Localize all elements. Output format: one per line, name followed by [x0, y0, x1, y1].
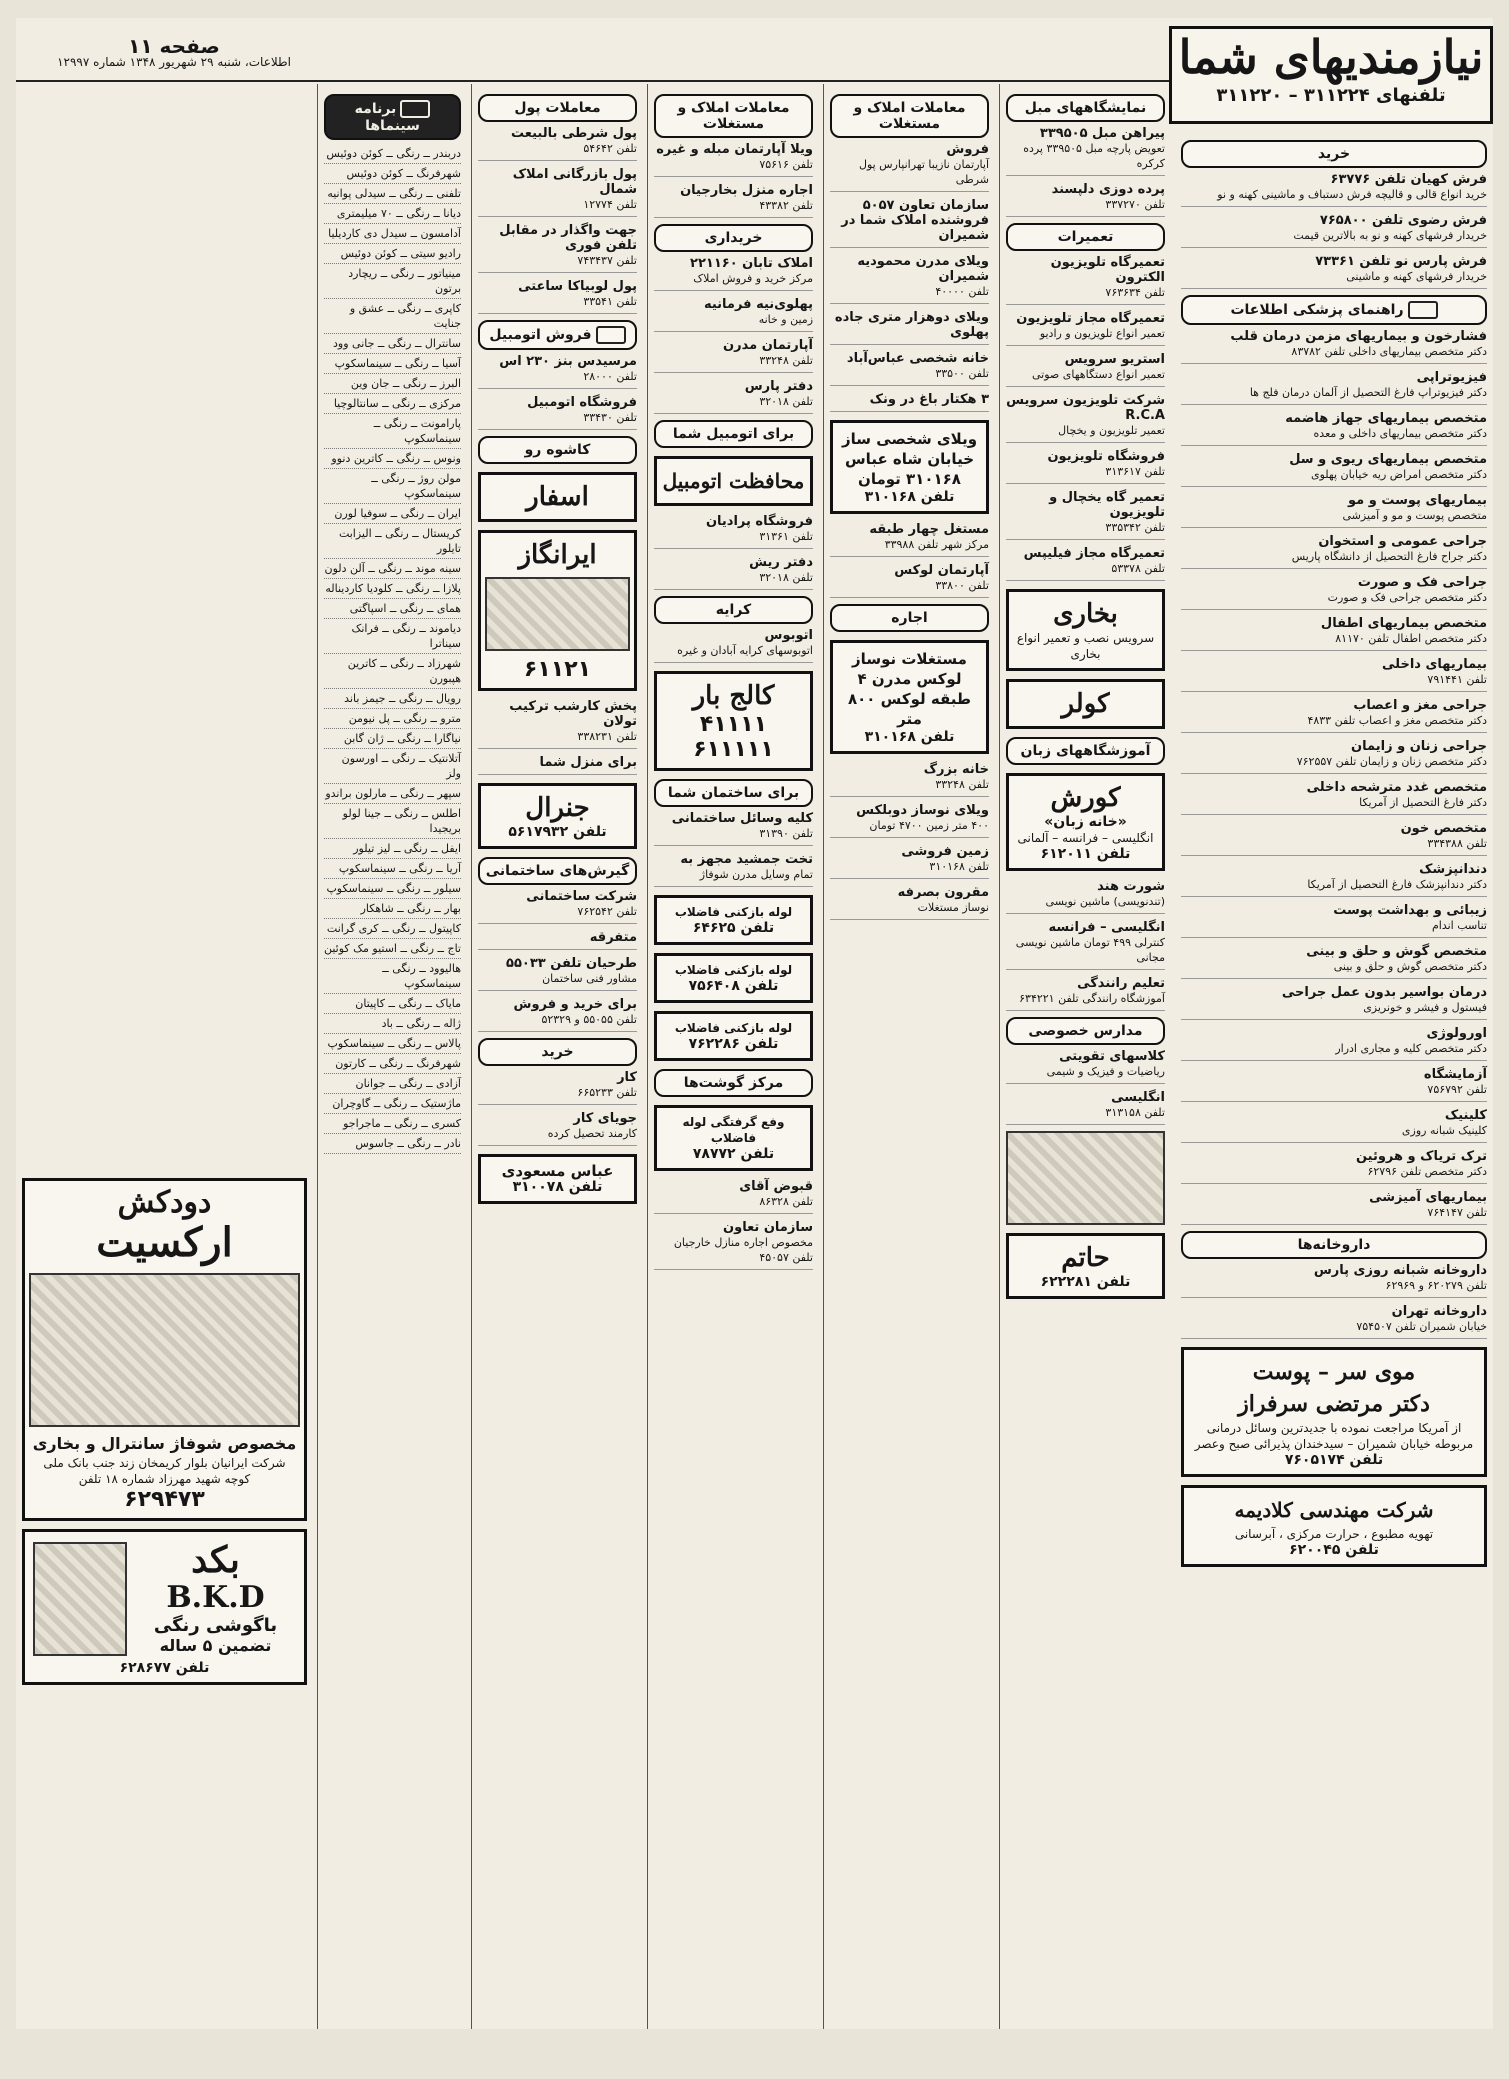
cinema-listing: شهرفرنگ ــ رنگی ــ کارتون — [324, 1054, 461, 1074]
section-header-construction: گیرش‌های ساختمانی — [478, 857, 637, 885]
ad-item: دفتر ریش تلفن ۳۲۰۱۸ — [654, 555, 813, 590]
college-bar-ad: کالج بار ۴۱۱۱۱ ۶۱۱۱۱۱ — [654, 671, 813, 771]
section-header-rental: کرایه — [654, 596, 813, 624]
ad-item: طرحیان تلفن ۵۵۰۳۳ مشاور فنی ساختمان — [478, 956, 637, 991]
cinema-listing: سینه موند ــ رنگی ــ آلن دلون — [324, 559, 461, 579]
section-header-private-schools: مدارس خصوصی — [1006, 1017, 1165, 1045]
section-header-language-schools: آموزشگاههای زبان — [1006, 737, 1165, 765]
ad-item — [1181, 213, 1487, 248]
section-header-building: برای ساختمان شما — [654, 779, 813, 807]
section-header-real-estate-2: معاملات املاک و مستغلات — [654, 94, 813, 138]
chimney-ad: دودکش ارکسیت مخصوص شوفاژ سانترال و بخاری شرکت ایرانیان بلوار کریمخان زند جنب بانک ملی کوچه شهید مهرزاد شماره ۱۸ تلفن ۶۲۹۴۷۳ — [22, 1178, 307, 1521]
ad-item: کلاسهای تقویتی ریاضیات و فیزیک و شیمی — [1006, 1049, 1165, 1084]
cinema-listing: مترو ــ رنگی ــ پل نیومن — [324, 709, 461, 729]
ad-item: سازمان تعاون ۵۰۵۷ فروشنده املاک شما در شمیران — [830, 198, 989, 248]
section-header-purchase: خریداری — [654, 224, 813, 252]
gas-mascot-illustration — [485, 577, 630, 651]
language-school-ad: کورش «خانه زبان» انگلیسی – فرانسه – آلمانی تلفن ۶۱۲۰۱۱ — [1006, 773, 1165, 871]
ad-item: پول بازرگانی املاک شمال تلفن ۱۲۷۷۴ — [478, 167, 637, 217]
ad-item: کلیه وسائل ساختمانی تلفن ۳۱۳۹۰ — [654, 811, 813, 846]
cinema-listing: آسیا ــ رنگی ــ سینماسکوپ — [324, 354, 461, 374]
ad-item: خانه شخصی عباس‌آباد تلفن ۳۳۵۰۰ — [830, 351, 989, 386]
cinema-listing: البرز ــ رنگی ــ جان وین — [324, 374, 461, 394]
ad-text: خریدار فرشهای کهنه و نو به بالاترین قیمت — [1293, 229, 1487, 242]
column-3 — [823, 84, 995, 2029]
ad-item: اورولوژی دکتر متخصص کلیه و مجاری ادرار — [1181, 1026, 1487, 1061]
date-line: اطلاعات، شنبه ۲۹ شهریور ۱۳۴۸ شماره ۱۲۹۹۷ — [57, 55, 291, 69]
ad-item: متفرقه — [478, 930, 637, 950]
section-header-money: معاملات پول — [478, 94, 637, 122]
cinema-listing: همای ــ رنگی ــ اسپاگتی — [324, 599, 461, 619]
cinema-listing: اطلس ــ رنگی ــ جینا لولو بریجیدا — [324, 804, 461, 839]
column-1 — [1175, 130, 1493, 2035]
ad-item: پخش کارشب ترکیب تولان تلفن ۳۳۸۲۳۱ — [478, 699, 637, 749]
ad-text: خریدار فرشهای کهنه و ماشینی — [1346, 270, 1487, 283]
cinema-listing: مینیاتور ــ رنگی ــ ریچارد برتون — [324, 264, 461, 299]
hatam-ad: حاتم تلفن ۶۲۲۲۸۱ — [1006, 1233, 1165, 1299]
cinema-listing: سپهر ــ رنگی ــ مارلون براندو — [324, 784, 461, 804]
cinema-listing: تاج ــ رنگی ــ استیو مک کوئین — [324, 939, 461, 959]
cinema-listing: آدامسون ــ سیدل دی کاردیلیا — [324, 224, 461, 244]
ad-title: فرش پارس نو تلفن ۷۳۳۶۱ — [1315, 254, 1487, 269]
ad-item: پیراهن مبل ۳۳۹۵۰۵ تعویض پارچه مبل ۳۳۹۵۰۵ پرده کرکره — [1006, 126, 1165, 176]
film-camera-icon — [400, 100, 430, 118]
ad-item: متخصص غدد مترشحه داخلی دکتر فارغ التحصیل از آمریکا — [1181, 780, 1487, 815]
publisher-box: عباس مسعودی تلفن ۳۱۰۰۷۸ — [478, 1154, 637, 1204]
column-2 — [999, 84, 1171, 2029]
section-header-pharmacies: داروخانه‌ها — [1181, 1231, 1487, 1259]
cinema-listing: پالاس ــ رنگی ــ سینماسکوپ — [324, 1034, 461, 1054]
ad-item: تعمیرگاه مجاز فیلیپس تلفن ۵۳۳۷۸ — [1006, 546, 1165, 581]
car-icon — [596, 326, 626, 344]
cinema-listing: نیاگارا ــ رنگی ــ ژان گابن — [324, 729, 461, 749]
ad-item: ویلای نوساز دوبلکس ۴۰۰ متر زمین ۴۷۰۰ تومان — [830, 803, 989, 838]
ad-item: پرده دوزی دلپسند تلفن ۳۳۷۲۷۰ — [1006, 182, 1165, 217]
heater-ad: بخاری سرویس نصب و تعمیر انواع بخاری — [1006, 589, 1165, 671]
columns — [16, 84, 1493, 2029]
cinema-listing: ژاله ــ رنگی ــ باد — [324, 1014, 461, 1034]
ad-item: متخصص بیماریهای اطفال دکتر متخصص اطفال تلفن ۸۱۱۷۰ — [1181, 616, 1487, 651]
section-header-kashve: کاشوه رو — [478, 436, 637, 464]
cinema-listing: مولن روژ ــ رنگی ــ سینماسکوپ — [324, 469, 461, 504]
ad-item: جراحی زنان و زایمان دکتر متخصص زنان و زایمان تلفن ۷۶۲۵۵۷ — [1181, 739, 1487, 774]
section-header-car-sale: فروش اتومبیل — [478, 320, 637, 350]
irangaz-ad: ایرانگاز ۶۱۱۲۱ — [478, 530, 637, 691]
ad-item: اجاره منزل بخارجیان تلفن ۴۳۳۸۲ — [654, 183, 813, 218]
cinema-listing: هالیوود ــ رنگی ــ سینماسکوپ — [324, 959, 461, 994]
ad-item: پول شرطی بالبیعت تلفن ۵۴۶۴۲ — [478, 126, 637, 161]
cinema-listing: پارامونت ــ رنگی ــ سینماسکوپ — [324, 414, 461, 449]
ad-item: تعمیر گاه یخچال و تلویزیون تلفن ۳۳۵۳۴۲ — [1006, 490, 1165, 540]
ad-item: جهت واگذار در مقابل تلفن فوری تلفن ۷۴۳۴۳۷ — [478, 223, 637, 273]
cinema-listing: ایران ــ رنگی ــ سوفیا لورن — [324, 504, 461, 524]
ad-item: املاک تابان ۲۲۱۱۶۰ مرکز خرید و فروش املاک — [654, 256, 813, 291]
cinema-listing: شهرزاد ــ رنگی ــ کاترین هپبورن — [324, 654, 461, 689]
cinema-listing: آزادی ــ رنگی ــ جوانان — [324, 1074, 461, 1094]
cinema-listing: ایفل ــ رنگی ــ لیز تیلور — [324, 839, 461, 859]
ad-item: خانه بزرگ تلفن ۳۳۲۴۸ — [830, 762, 989, 797]
ad-title: فرش کهیان تلفن ۶۳۷۷۶ — [1330, 172, 1487, 187]
page-info — [24, 34, 324, 70]
drain-unclog-ad: وفع گرفتگی لوله فاضلاب تلفن ۷۸۷۷۲ — [654, 1105, 813, 1171]
ad-item: آپارتمان لوکس تلفن ۳۳۸۰۰ — [830, 563, 989, 598]
cinema-listing: شهرفرنگ ــ کوئن دوئیس — [324, 164, 461, 184]
cinema-listing: کسری ــ رنگی ــ ماجراجو — [324, 1114, 461, 1134]
ad-item: بیماریهای داخلی تلفن ۷۹۱۴۴۱ — [1181, 657, 1487, 692]
cinema-list — [324, 144, 461, 1154]
ad-item: مقرون بصرفه نوساز مستغلات — [830, 885, 989, 920]
section-header-real-estate: معاملات املاک و مستغلات — [830, 94, 989, 138]
ad-item: تعمیرگاه مجاز تلویزیون تعمیر انواع تلویزیون و رادیو — [1006, 311, 1165, 346]
car-protection-ad: محافظت اتومبیل — [654, 456, 813, 506]
masthead-title: نیازمندیهای شما — [1178, 30, 1484, 84]
ad-item: جویای کار کارمند تحصیل کرده — [478, 1111, 637, 1146]
cinema-listing: ونوس ــ رنگی ــ کاترین دنوو — [324, 449, 461, 469]
ad-item: جراحی مغز و اعصاب دکتر متخصص مغز و اعصاب تلفن ۴۸۳۳ — [1181, 698, 1487, 733]
villa-ad: ویلای شخصی ساز خیابان شاه عباس ۳۱۰۱۶۸ تومان تلفن ۳۱۰۱۶۸ — [830, 420, 989, 514]
ad-item: دندانپزشک دکتر دندانپزشک فارغ التحصیل از آمریکا — [1181, 862, 1487, 897]
trophy-icon — [1408, 301, 1438, 319]
section-header-cinema: برنامه سینماها — [324, 94, 461, 140]
section-header-buy: خرید — [1181, 140, 1487, 168]
section-header-furniture: نمایشگاههای مبل — [1006, 94, 1165, 122]
cinema-listing: نادر ــ رنگی ــ جاسوس — [324, 1134, 461, 1154]
cinema-listing: کریستال ــ رنگی ــ الیزابت تایلور — [324, 524, 461, 559]
cinema-listing: تلفنی ــ رنگی ــ سیدلی پوانیه — [324, 184, 461, 204]
section-header-rent: اجاره — [830, 604, 989, 632]
ad-item: آپارتمان مدرن تلفن ۳۳۲۴۸ — [654, 338, 813, 373]
ad-item: فروش آپارتمان نازیبا تهرانپارس پول شرطی — [830, 142, 989, 192]
ad-item: زیبائی و بهداشت پوست تناسب اندام — [1181, 903, 1487, 938]
ad-item: مستغل چهار طبقه مرکز شهر تلفن ۳۳۹۸۸ — [830, 522, 989, 557]
ad-item: ترک تریاک و هروئین دکتر متخصص تلفن ۶۲۷۹۶ — [1181, 1149, 1487, 1184]
cinema-listing: مرکزی ــ رنگی ــ سانتالوچیا — [324, 394, 461, 414]
page-number: صفحه ۱۱ — [128, 34, 220, 58]
ad-item: شورت هند (تندنویسی) ماشین نویسی — [1006, 879, 1165, 914]
ad-item: داروخانه شبانه روزی پارس تلفن ۶۲۰۲۷۹ و ۶۲۹۶۹ — [1181, 1263, 1487, 1298]
ad-item: مرسیدس بنز ۲۳۰ اس تلفن ۲۸۰۰۰ — [478, 354, 637, 389]
ad-item: تعمیرگاه تلویزیون الکترون تلفن ۷۶۳۶۳۴ — [1006, 255, 1165, 305]
cinema-listing: دیانا ــ رنگی ــ ۷۰ میلیمتری — [324, 204, 461, 224]
ad-item: تعلیم رانندگی آموزشگاه رانندگی تلفن ۶۳۴۲۲۱ — [1006, 976, 1165, 1011]
ad-item: انگلیسی تلفن ۳۱۳۱۵۸ — [1006, 1090, 1165, 1125]
ad-item: درمان بواسیر بدون عمل جراحی فیستول و فیشر و خونریزی — [1181, 985, 1487, 1020]
column-7-display-ads — [16, 134, 313, 2079]
cinema-listing: پلازا ــ رنگی ــ کلودیا کاردیناله — [324, 579, 461, 599]
ad-item: ویلای دوهزار متری جاده پهلوی — [830, 310, 989, 345]
section-header-buy-2: خرید — [478, 1038, 637, 1066]
ad-item: برای خرید و فروش تلفن ۵۵۰۵۵ و ۵۲۳۲۹ — [478, 997, 637, 1032]
section-header-misc: مرکز گوشت‌ها — [654, 1069, 813, 1097]
ad-item: متخصص بیماریهای ریوی و سل دکتر متخصص امراض ریه خیابان پهلوی — [1181, 452, 1487, 487]
ad-item: جراحی فک و صورت دکتر متخصص جراحی فک و صورت — [1181, 575, 1487, 610]
ad-item: آزمایشگاه تلفن ۷۵۶۷۹۲ — [1181, 1067, 1487, 1102]
column-5 — [471, 84, 643, 2029]
column-4 — [647, 84, 819, 2029]
ad-title: فرش رضوی تلفن ۷۶۵۸۰۰ — [1319, 213, 1487, 228]
ad-item: فروشگاه پرادیان تلفن ۳۱۳۶۱ — [654, 514, 813, 549]
ad-item: متخصص بیماریهای جهاز هاضمه دکتر متخصص بیماریهای داخلی و معده — [1181, 411, 1487, 446]
ad-item: استریو سرویس تعمیر انواع دستگاههای صوتی — [1006, 352, 1165, 387]
ad-item: کلینیک کلینیک شبانه روزی — [1181, 1108, 1487, 1143]
cooler-ad: کولر — [1006, 679, 1165, 729]
ad-item: جراحی عمومی و استخوان دکتر جراح فارغ التحصیل از دانشگاه پاریس — [1181, 534, 1487, 569]
cinema-listing: آریا ــ رنگی ــ سینماسکوپ — [324, 859, 461, 879]
ad-item: فروشگاه تلویزیون تلفن ۳۱۳۶۱۷ — [1006, 449, 1165, 484]
ad-item: دفتر پارس تلفن ۳۲۰۱۸ — [654, 379, 813, 414]
cinema-listing: رویال ــ رنگی ــ جیمز باند — [324, 689, 461, 709]
cinema-listing: سانترال ــ رنگی ــ جانی وود — [324, 334, 461, 354]
section-header-car: برای اتومبیل شما — [654, 420, 813, 448]
general-ad: جنرال تلفن ۵۶۱۷۹۳۲ — [478, 783, 637, 849]
cinema-listing: مایاک ــ رنگی ــ کاپیتان — [324, 994, 461, 1014]
ad-item: انگلیسی – فرانسه کنترلی ۴۹۹ تومان ماشین نویسی مجانی — [1006, 920, 1165, 970]
ad-item: ویلا آپارتمان مبله و غیره تلفن ۷۵۶۱۶ — [654, 142, 813, 177]
ad-item: قبوض آقای تلفن ۸۶۳۲۸ — [654, 1179, 813, 1214]
ad-item: متخصص گوش و حلق و بینی دکتر متخصص گوش و حلق و بینی — [1181, 944, 1487, 979]
drain-ad: لوله بازکنی فاضلاب تلفن ۷۵۶۴۰۸ — [654, 953, 813, 1003]
ad-item: سازمان تعاون مخصوص اجاره منازل خارجیان تلفن ۴۵۰۵۷ — [654, 1220, 813, 1270]
chimney-block-illustration — [29, 1273, 300, 1427]
ad-item: شرکت تلویزیون سرویس R.C.A تعمیر تلویزیون و یخچال — [1006, 393, 1165, 443]
ad-item: داروخانه تهران خیابان شمیران تلفن ۷۵۴۵۰۷ — [1181, 1304, 1487, 1339]
section-header-repairs: تعمیرات — [1006, 223, 1165, 251]
ad-item: فروشگاه اتومبیل تلفن ۳۳۴۳۰ — [478, 395, 637, 430]
ad-item: ۳ هکتار باغ در ونک — [830, 392, 989, 412]
ad-item: پهلوی‌نیه فرمانیه زمین و خانه — [654, 297, 813, 332]
section-header-medical: راهنمای پزشکی اطلاعات — [1181, 295, 1487, 325]
cinema-listing: کاپری ــ رنگی ــ عشق و جنایت — [324, 299, 461, 334]
cinema-listing: ماژستیک ــ رنگی ــ گاوچران — [324, 1094, 461, 1114]
ad-item: اتوبوس اتوبوسهای کرایه آبادان و غیره — [654, 628, 813, 663]
ad-item: کار تلفن ۶۶۵۲۳۳ — [478, 1070, 637, 1105]
ad-item: برای منزل شما — [478, 755, 637, 775]
ad-item: زمین فروشی تلفن ۳۱۰۱۶۸ — [830, 844, 989, 879]
ad-item: شرکت ساختمانی تلفن ۷۶۲۵۴۲ — [478, 889, 637, 924]
ad-item: پول لوبیاکا ساعتی تلفن ۳۳۵۴۱ — [478, 279, 637, 314]
ad-item — [1181, 254, 1487, 289]
newspaper-page — [16, 18, 1493, 2029]
drain-ad: لوله بازکنی فاضلاب تلفن ۷۶۲۲۸۶ — [654, 1011, 813, 1061]
new-buildings-ad: مستغلات نوساز لوکس مدرن ۴ طبقه لوکس ۸۰۰ متر تلفن ۳۱۰۱۶۸ — [830, 640, 989, 754]
cinema-listing: دربندر ــ رنگی ــ کوئن دوئیس — [324, 144, 461, 164]
cinema-listing: دیاموند ــ رنگی ــ فرانک سیناترا — [324, 619, 461, 654]
rooster-illustration — [1006, 1131, 1165, 1225]
ad-item: متخصص خون تلفن ۳۳۴۳۸۸ — [1181, 821, 1487, 856]
intercom-illustration — [33, 1542, 127, 1656]
ad-item — [1181, 172, 1487, 207]
ad-item: فیزیوتراپی دکتر فیزیوتراپ فارغ التحصیل از آلمان درمان فلج ها — [1181, 370, 1487, 405]
drain-ad: لوله بازکنی فاضلاب تلفن ۶۴۶۲۵ — [654, 895, 813, 945]
ad-item: فشارخون و بیماریهای مزمن درمان قلب دکتر متخصص بیماریهای داخلی تلفن ۸۳۷۸۲ — [1181, 329, 1487, 364]
cinema-listing: کاپیتول ــ رنگی ــ کری گرانت — [324, 919, 461, 939]
ad-item: بیماریهای پوست و مو متخصص پوست و مو و آمیزشی — [1181, 493, 1487, 528]
cinema-listing: رادیو سیتی ــ کوئن دوئیس — [324, 244, 461, 264]
ad-text: خرید انواع قالی و قالیچه فرش دستباف و ماشینی کهنه و نو — [1217, 188, 1487, 201]
esfar-ad: اسفار — [478, 472, 637, 522]
cinema-listing: آتلانتیک ــ رنگی ــ اورسون ولز — [324, 749, 461, 784]
ad-item: ویلای مدرن محمودیه شمیران تلفن ۴۰۰۰۰ — [830, 254, 989, 304]
bkd-ad: بکد B.K.D باگوشی رنگی تضمین ۵ ساله تلفن ۶۲۸۶۷۷ — [22, 1529, 307, 1685]
hair-skin-ad: موی سر – پوست دکتر مرتضی سرفراز از آمریکا مراجعت نموده با جدیدترین وسائل درمانی مربوطه خیابان شمیران – سیدخندان پذیرائی صبح وعصر تلفن ۷۶۰۵۱۷۴ — [1181, 1347, 1487, 1477]
ad-item: تخت جمشید مجهز به تمام وسایل مدرن شوفاژ — [654, 852, 813, 887]
column-6-cinema — [317, 84, 467, 2029]
masthead-phones: تلفنهای ۳۱۱۲۲۴ – ۳۱۱۲۲۰ — [1216, 85, 1446, 106]
cinema-listing: بهار ــ رنگی ــ شاهکار — [324, 899, 461, 919]
engineering-company-ad: شرکت مهندسی کلادیمه تهویه مطبوع ، حرارت مرکزی ، آبرسانی تلفن ۶۲۰۰۴۵ — [1181, 1485, 1487, 1567]
ad-item: بیماریهای آمیزشی تلفن ۷۶۴۱۴۷ — [1181, 1190, 1487, 1225]
cinema-listing: سیلور ــ رنگی ــ سینماسکوپ — [324, 879, 461, 899]
